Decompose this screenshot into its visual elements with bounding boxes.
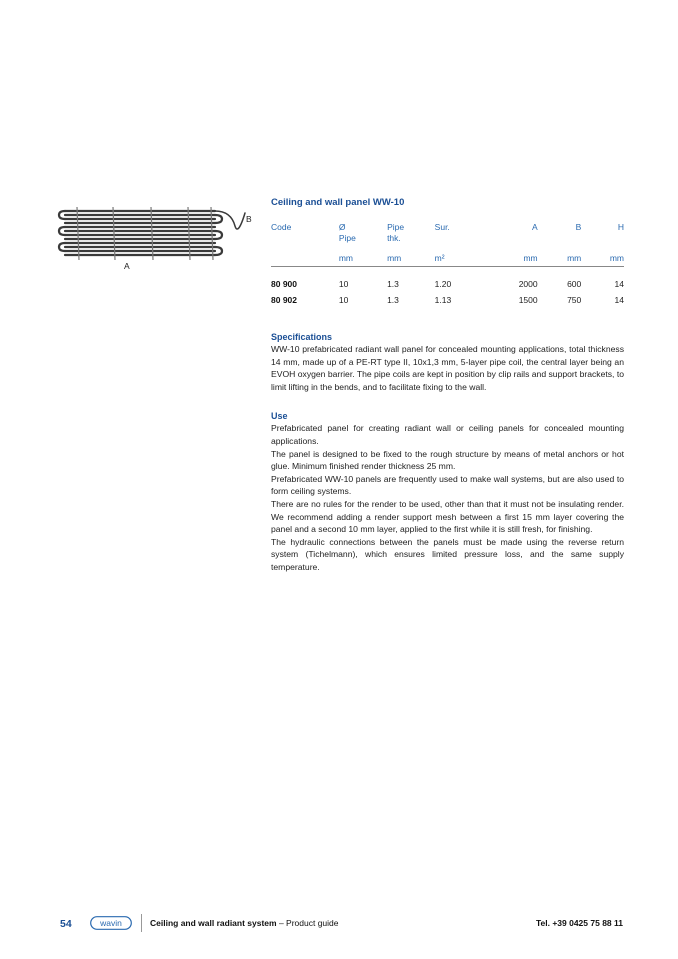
col-header-pipe-thickness: Pipe thk.	[387, 222, 405, 243]
footer-title	[150, 918, 339, 928]
table-row	[271, 279, 624, 295]
use-paragraph: Prefabricated WW-10 panels are frequently used to make wall systems, but are also used to form ceiling systems.	[271, 473, 624, 497]
col-header-a: A	[531, 222, 538, 232]
cell-code: 80 902	[271, 295, 297, 305]
col-header-pipe-diameter: Ø Pipe	[338, 222, 356, 243]
use-paragraph: The hydraulic connections between the panels must be made using the reverse return system (Tichelmann), which ensures limited pressure loss, and the same supply temperature.	[271, 536, 624, 572]
product-section	[271, 197, 624, 574]
cell-code: 80 900	[271, 279, 297, 289]
cell-h: 14	[614, 295, 624, 305]
dimension-label-b: B	[246, 214, 252, 224]
unit-surface: m²	[434, 253, 445, 263]
dimension-label-a: A	[124, 261, 130, 271]
wavin-logo	[90, 916, 132, 932]
col-header-code: Code	[271, 222, 292, 232]
cell-b: 750	[567, 295, 582, 305]
page-footer	[0, 912, 678, 936]
panel-illustration	[55, 204, 255, 274]
cell-pipe-diameter: 10	[338, 295, 349, 305]
logo-icon	[90, 916, 132, 930]
table-divider	[271, 267, 624, 280]
table-row	[271, 295, 624, 311]
unit-h: mm	[609, 253, 624, 263]
unit-pipe-diameter: mm	[338, 253, 354, 263]
product-table	[271, 222, 624, 311]
cell-a: 2000	[518, 279, 538, 289]
page-number: 54	[60, 918, 72, 930]
col-header-b: B	[575, 222, 582, 232]
use-paragraph: The panel is designed to be fixed to the rough structure by means of metal anchors or hot glue. Minimum finished render thickness 25 mm.	[271, 448, 624, 472]
cell-b: 600	[567, 279, 582, 289]
specifications-section	[271, 331, 624, 393]
use-section	[271, 410, 624, 573]
cell-surface: 1.13	[434, 295, 452, 305]
footer-telephone: Tel. +39 0425 75 88 11	[535, 918, 623, 928]
footer-divider	[141, 914, 142, 932]
cell-a: 1500	[518, 295, 538, 305]
col-header-h: H	[617, 222, 624, 232]
logo-text: wavin	[100, 918, 122, 928]
footer-title-bold: Ceiling and wall radiant system	[150, 918, 277, 928]
cell-pipe-thickness: 1.3	[387, 279, 399, 289]
cell-pipe-diameter: 10	[338, 279, 349, 289]
pipe-coil-icon	[55, 204, 255, 274]
unit-b: mm	[567, 253, 582, 263]
use-paragraph: Prefabricated panel for creating radiant wall or ceiling panels for concealed mounting applications.	[271, 423, 624, 446]
specifications-text: WW-10 prefabricated radiant wall panel for concealed mounting applications, total thickness 14 mm, made up of a PE-RT type II, 10x1,3 mm, 5-layer pipe coil, the central layer being an EVOH oxygen barrier. The pipe coils are kept in position by clip rails and support brackets, to limit lifting in the bends, and to facilitate fixing to the wall.	[271, 344, 624, 392]
footer-title-rest: – Product guide	[276, 918, 339, 928]
unit-code	[271, 244, 339, 267]
unit-pipe-thickness: mm	[387, 253, 402, 263]
table-unit-row	[271, 244, 624, 267]
cell-h: 14	[614, 279, 624, 289]
col-header-surface: Sur.	[434, 222, 450, 232]
unit-a: mm	[523, 253, 538, 263]
cell-surface: 1.20	[434, 279, 452, 289]
cell-pipe-thickness: 1.3	[387, 295, 399, 305]
table-header-row	[271, 222, 624, 244]
use-paragraph: There are no rules for the render to be used, other than that it must not be insulating render. We recommend adding a render support mesh between a first 15 mm layer covering the panel and a second 10 mm layer, applied to the first while it is still fresh, for finishing.	[271, 498, 624, 535]
product-title: Ceiling and wall panel WW-10	[271, 197, 405, 208]
specifications-heading: Specifications	[271, 332, 333, 342]
use-heading: Use	[271, 411, 288, 422]
